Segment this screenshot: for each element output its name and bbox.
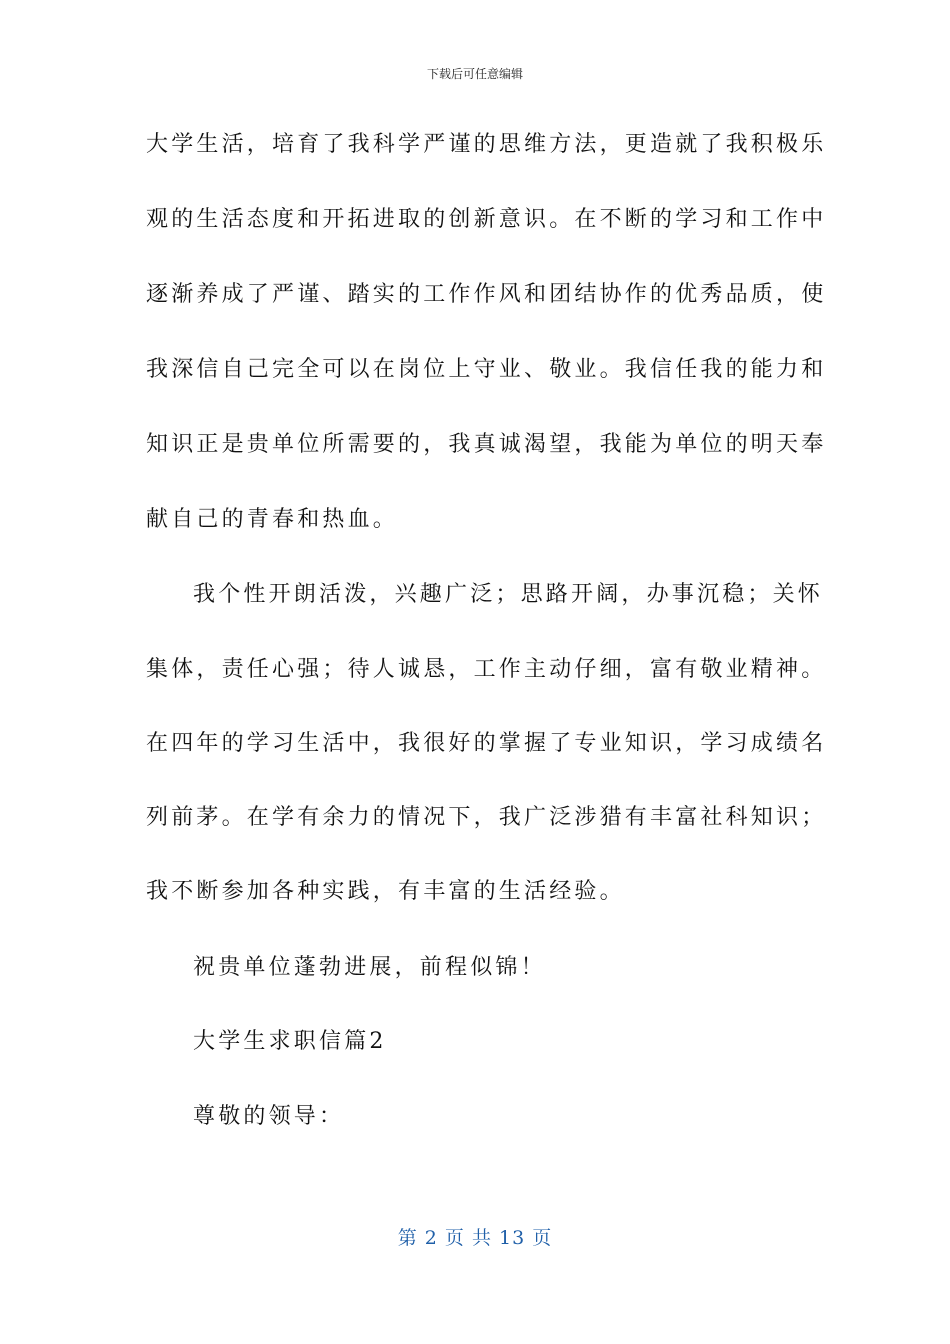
paragraph-line: 我个性开朗活泼，兴趣广泛；思路开阔，办事沉稳；关怀 — [193, 582, 824, 607]
paragraph-line: 知识正是贵单位所需要的，我真诚渴望，我能为单位的明天奉 — [146, 432, 827, 457]
paragraph-line: 集体，责任心强；待人诚恳，工作主动仔细，富有敬业精神。 — [146, 657, 827, 682]
paragraph-line: 在四年的学习生活中，我很好的掌握了专业知识，学习成绩名 — [146, 731, 827, 756]
salutation: 尊敬的领导： — [193, 1104, 345, 1129]
paragraph-line: 大学生活，培育了我科学严谨的思维方法，更造就了我积极乐 — [146, 132, 827, 157]
paragraph-line: 列前茅。在学有余力的情况下，我广泛涉猎有丰富社科知识； — [146, 805, 827, 830]
page-header: 下载后可任意编辑 — [426, 67, 523, 81]
section-heading: 大学生求职信篇2 — [193, 1029, 387, 1054]
paragraph-line: 祝贵单位蓬勃进展，前程似锦！ — [193, 955, 546, 980]
page-number: 第 2 页 共 13 页 — [397, 1227, 553, 1249]
paragraph-line: 我深信自己完全可以在岗位上守业、敬业。我信任我的能力和 — [146, 357, 827, 382]
paragraph-line: 我不断参加各种实践，有丰富的生活经验。 — [146, 879, 625, 904]
paragraph-line: 观的生活态度和开拓进取的创新意识。在不断的学习和工作中 — [146, 207, 827, 232]
paragraph-line: 献自己的青春和热血。 — [146, 507, 399, 532]
paragraph-line: 逐渐养成了严谨、踏实的工作作风和团结协作的优秀品质，使 — [146, 282, 827, 307]
